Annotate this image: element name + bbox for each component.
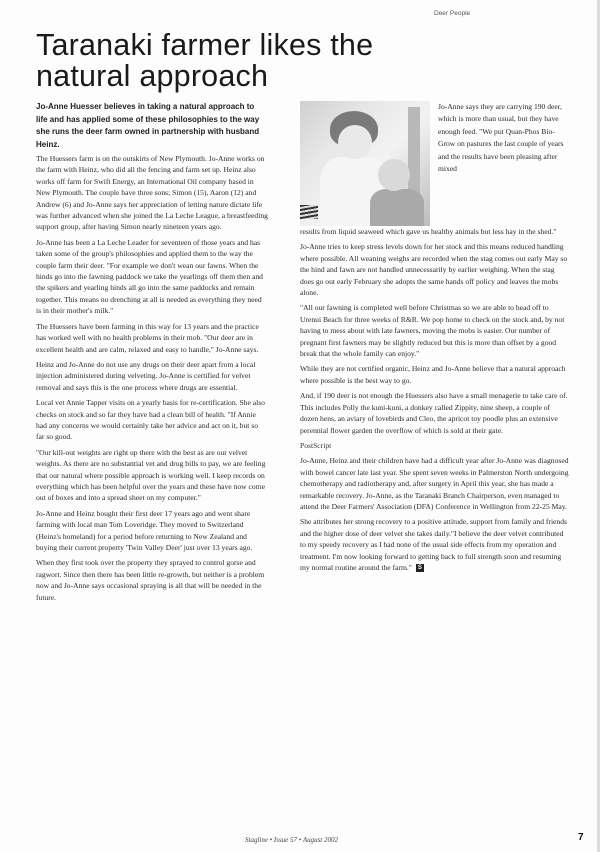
paragraph: "Our kill-out weights are right up there with the best as are our velvet weights. As there are no substantial vet and drug bills to pay, we are feeling that our natural where possible approach is working well. I keep records on everything which has been helpful over the years and these have now come out of boxes and into a spread sheet on my computer." — [36, 447, 266, 503]
photo-side-text: Jo-Anne says they are carrying 190 deer, which is more than usual, but they have enough feed. "We put Quan-Phos Bio-Grow on pastures the last couple of years and the results have been pleasing after mixed — [438, 102, 564, 174]
paragraph: The Huessers have been farming in this way for 13 years and the practice has worked well with no health problems in their mob. "Our deer are in excellent health and are calm, relaxed and easy to handle," Jo-Anne says. — [36, 321, 259, 354]
photo-woman-face — [338, 125, 372, 159]
paragraph: Local vet Annie Tapper visits on a yearly basis for re-certification. She also checks on stock and so far they have had a clean bill of health. "If Annie had any concerns we would certainly take her advice and act on it, but so far so good. — [36, 398, 265, 442]
photo-stripes — [300, 205, 318, 219]
paragraph-text: She attributes her strong recovery to a positive attitude, support from family and friends and the higher dose of deer velvet she takes daily."I believe the deer velvet contributed to my speedy recovery as I had none of the usual side effects from my operation and treatment. I'm now looking forward to getting back to full strength soon and resuming my normal routine around the farm." — [300, 517, 567, 572]
paragraph: Jo-Anne tries to keep stress levels down for her stock and this means reduced handling where possible. All weaning weighs are recorded when the stag comes out early May so the hind and fawn are not handled unnecessarily by earlier weighing. When the stag does go out early February she adopts the same hands off policy and leaves the mobs alone. — [300, 242, 568, 298]
paragraph: And, if 190 deer is not enough the Huessers also have a small menagerie to take care of. This includes Polly the kuni-kuni, a donkey called Zippity, nine sheep, a couple of dozen hens, an aviary of lovebirds and Cleo, the apricot toy poodle plus an extensive perennial flower garden the overflow of which is sold at their gate. — [300, 391, 568, 435]
right-column — [300, 226, 570, 577]
left-column — [36, 153, 268, 607]
footer-publication: Stagline • Issue 57 • August 2002 — [245, 836, 339, 844]
article-photo — [300, 101, 430, 226]
paragraph-final — [300, 516, 570, 573]
paragraph: When they first took over the property they sprayed to control gorse and ragwort. Since then there has been little re-growth, but neither is a problem now and Jo-Anne says occasional spraying is all that will be needed in the future. — [36, 558, 265, 602]
paragraph: Heinz and Jo-Anne do not use any drugs on their deer apart from a local injection administered during velveting. Jo-Anne is certified for velvet removal and says this is the one process where drugs are essential. — [36, 359, 256, 392]
paragraph: Jo-Anne has been a La Leche Leader for seventeen of those years and has taken some of the group's philosophies and applied them to the way the couple farm their deer. "For example we don't wean our fawns. When the hinds go into the fawning paddock we take the yearlings off them then and the spikers and yearling hinds all go into the same paddocks and remain together. This means no drenching at all is needed as everything they need is in their mother's milk." — [36, 237, 263, 316]
end-mark-icon: S — [417, 565, 422, 572]
photo-wall — [408, 107, 420, 197]
postscript-heading: PostScript — [300, 440, 332, 450]
paragraph: Jo-Anne and Heinz bought their first deer 17 years ago and went share farming with local man Tom Loveridge. They moved to Switzerland (Heinz's homeland) for a period before returning to New Zealand and buying their current property 'Twin Valley Deer' just over 13 years ago. — [36, 508, 253, 552]
page-number: 7 — [578, 832, 584, 843]
paragraph: results from liquid seaweed which gave us healthy animals but less hay in the shed." — [300, 227, 557, 236]
paragraph: While they are not certified organic, Heinz and Jo-Anne believe that a natural approach where possible is the best way to go. — [300, 364, 566, 385]
article-title: Taranaki farmer likes the natural approach — [36, 28, 374, 93]
section-label: Deer People — [434, 10, 471, 17]
paragraph: The Huessers farm is on the outskirts of New Plymouth. Jo-Anne works on the farm with Heinz, who did all the fencing and farm set up. Heinz also works off farm for Swift Energy, an International Oil company based in New Plymouth. The couple have three sons; Simon (15), Aaron (12) and Andrew (6) and Jo-Anne says her appreciation of letting nature dictate life was further advanced when she joined the La Leche League, a breastfeeding support group, after having Simon nearly nineteen years ago. — [36, 154, 268, 232]
paragraph: "All our fawning is completed well before Christmas so we are able to head off to Urenui Beach for three weeks of R&R. We pop home to check on the stock and, by not having to mess about with late fawners, moving the mobs is easier. Our number of pregnant first fawners may be slightly reduced but this is more than offset by a good break that the whole family can enjoy." — [300, 303, 565, 359]
photo-child-body — [370, 189, 424, 226]
article-standfirst: Jo-Anne Huesser believes in taking a natural approach to life and has applied some of these philosophies to the way she runs the deer farm owned in partnership with husband Heinz. — [36, 102, 260, 149]
paragraph: Jo-Anne, Heinz and their children have had a difficult year after Jo-Anne was diagnosed with bowel cancer late last year. She spent seven weeks in Palmerston North undergoing chemotherapy and radiotherapy and, after surgery in April this year, she has made a remarkable recovery. Jo-Anne, as the Taranaki Branch Chairperson, even managed to attend the Deer Farmers' Association (DFA) Conference in Wellington from 22-25 May. — [300, 456, 569, 511]
photo-child-head — [378, 159, 410, 191]
